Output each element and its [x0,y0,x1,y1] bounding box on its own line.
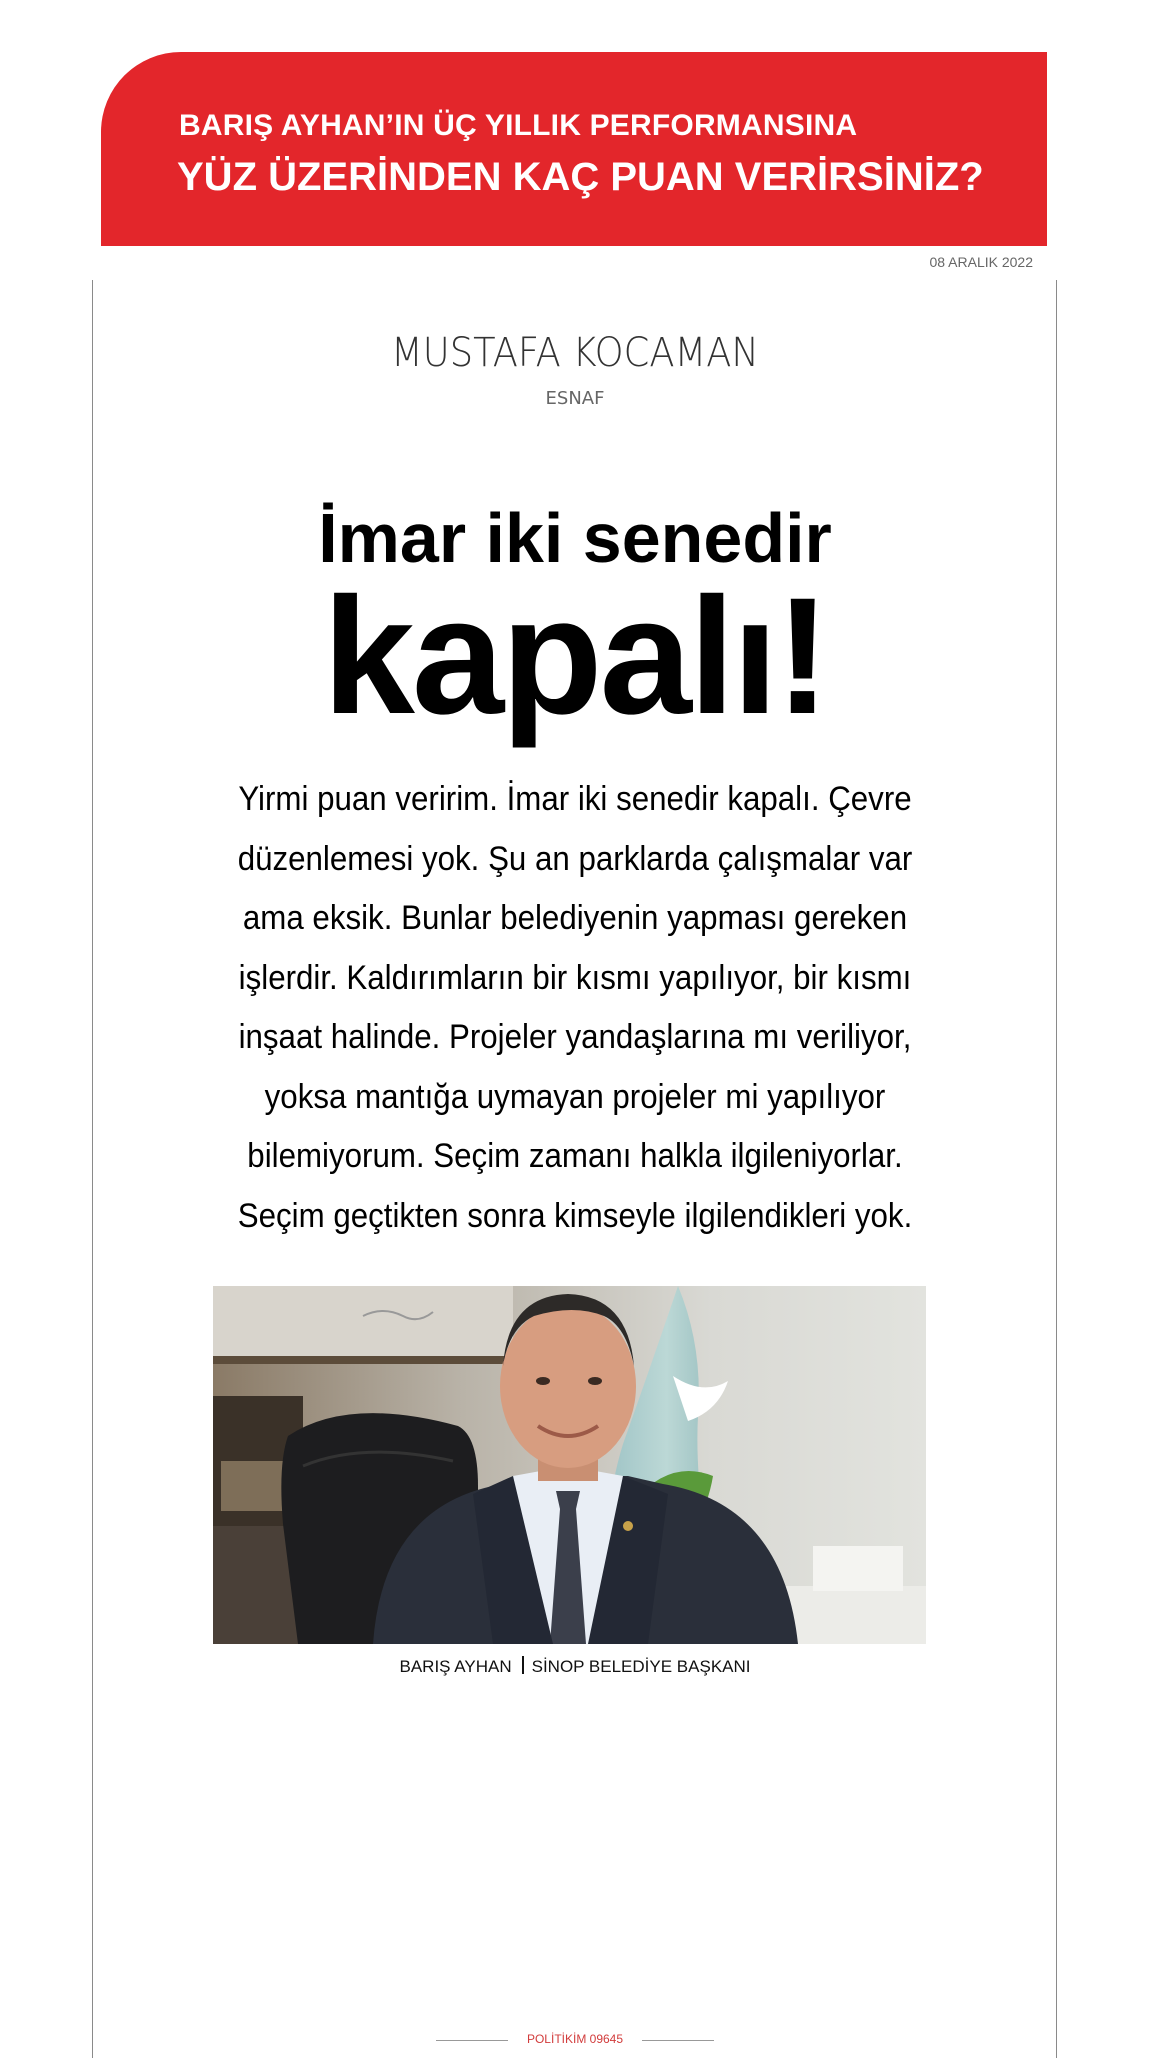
footer-page-label: POLİTİKİM 09645 [526,2032,624,2046]
caption-separator [522,1656,524,1674]
headline-line1: İmar iki senedir [318,499,832,577]
caption-title: SİNOP BELEDİYE BAŞKANI [531,1657,751,1676]
headline-line2: kapalı! [322,564,828,749]
banner-title-line1: BARIŞ AYHAN’IN ÜÇ YILLIK PERFORMANSINA [179,109,858,142]
header-banner [101,52,1047,246]
portrait-photo [213,1286,926,1644]
article-body: Yirmi puan veririm. İmar iki senedir kapalı. Çevre düzenlemesi yok. Şu an parklarda çalışmalar var ama eksik. Bunlar belediyenin yapması gereken işlerdir. Kaldırımların bir kısmı yapılıyor, bir kısmı inşaat halinde. Projeler yandaşlarına mı veriliyor, yoksa mantığa uymayan projeler mi yapılıyor bilemiyorum. Seçim zamanı halkla ilgileniyorlar. Seçim geçtikten sonra kimseyle ilgilendikleri yok. [237,780,913,1235]
portrait-photo-icon [213,1286,926,1644]
caption-name: BARIŞ AYHAN [399,1657,512,1676]
author-name: MUSTAFA KOCAMAN [391,330,759,376]
banner-title-line2: YÜZ ÜZERİNDEN KAÇ PUAN VERİRSİNİZ? [177,155,984,199]
publish-date: 08 ARALIK 2022 [929,254,1033,270]
photo-caption [0,1656,1150,1677]
author-role: ESNAF [545,388,605,409]
